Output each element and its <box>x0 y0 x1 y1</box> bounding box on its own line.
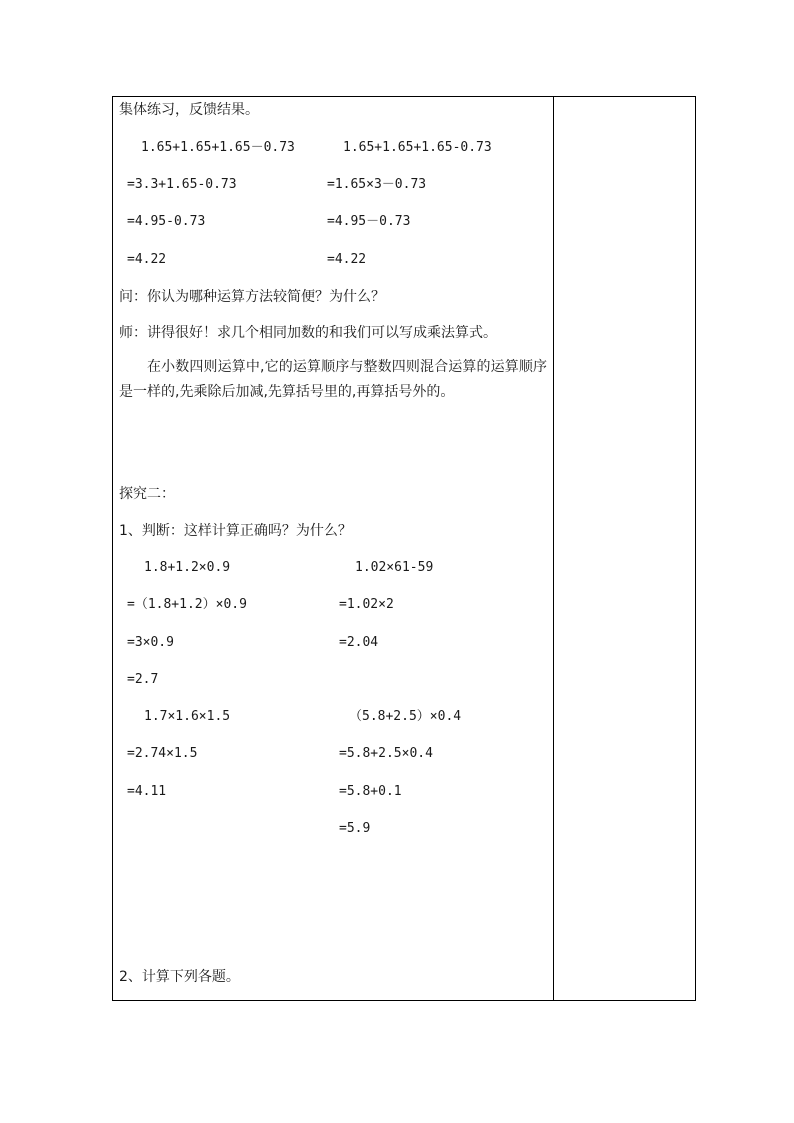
column-divider <box>553 97 554 1000</box>
practice-heading: 集体练习，反馈结果。 <box>119 102 259 118</box>
judge-task: 1、判断：这样计算正确吗？为什么？ <box>119 523 352 539</box>
lesson-table <box>112 96 696 1001</box>
judge-d-line-1: （5.8+2.5）×0.4 <box>349 709 462 724</box>
calc-b-line-4: =4.22 <box>327 252 367 267</box>
judge-c-line-2: =2.74×1.5 <box>127 746 198 761</box>
judge-d-line-4: =5.9 <box>339 821 371 836</box>
rule-paragraph: 在小数四则运算中,它的运算顺序与整数四则混合运算的运算顺序是一样的,先乘除后加减,先算括号里的,再算括号外的。 <box>119 359 547 400</box>
teacher-text: 师：讲得很好！求几个相同加数的和我们可以写成乘法算式。 <box>119 325 497 341</box>
calc-b-line-1: 1.65+1.65+1.65-0.73 <box>343 140 492 155</box>
judge-a-line-1: 1.8+1.2×0.9 <box>144 560 231 575</box>
judge-c-line-3: =4.11 <box>127 784 167 799</box>
judge-a-line-4: =2.7 <box>127 672 159 687</box>
judge-c-line-1: 1.7×1.6×1.5 <box>144 709 231 724</box>
judge-a-line-2: =（1.8+1.2）×0.9 <box>127 597 247 612</box>
calc-a-line-3: =4.95-0.73 <box>127 214 206 229</box>
explore-heading: 探究二： <box>119 486 175 502</box>
judge-d-line-3: =5.8+0.1 <box>339 784 402 799</box>
calc-b-line-3: =4.95－0.73 <box>327 214 411 229</box>
judge-b-line-1: 1.02×61-59 <box>355 560 434 575</box>
calc-a-line-1: 1.65+1.65+1.65－0.73 <box>141 140 295 155</box>
calc-a-line-2: =3.3+1.65-0.73 <box>127 177 237 192</box>
judge-a-line-3: =3×0.9 <box>127 635 174 650</box>
compute-task: 2、计算下列各题。 <box>119 969 240 985</box>
question-text: 问：你认为哪种运算方法较简便？为什么？ <box>119 289 385 305</box>
judge-b-line-2: =1.02×2 <box>339 597 394 612</box>
calc-b-line-2: =1.65×3－0.73 <box>327 177 427 192</box>
calc-a-line-4: =4.22 <box>127 252 167 267</box>
judge-b-line-3: =2.04 <box>339 635 379 650</box>
judge-d-line-2: =5.8+2.5×0.4 <box>339 746 433 761</box>
